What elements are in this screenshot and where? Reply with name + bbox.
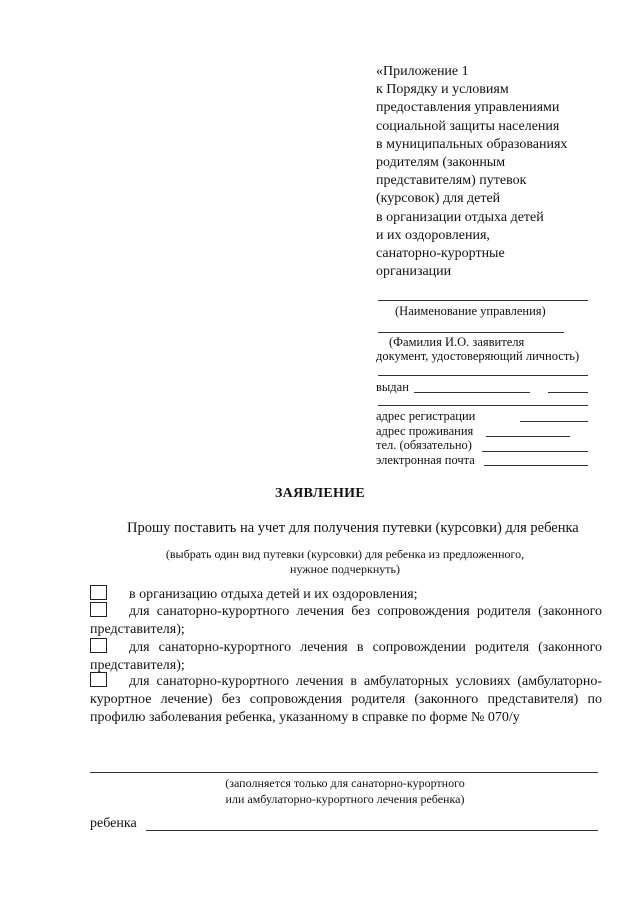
department-field[interactable] — [378, 300, 588, 301]
registration-row — [376, 409, 475, 425]
applicant-caption-name: (Фамилия И.О. заявителя — [389, 335, 525, 349]
appendix-line: организации — [376, 264, 452, 280]
appendix-line: представителям) путевок — [376, 173, 527, 189]
issued-row — [376, 380, 409, 396]
applicant-caption-document: документ, удостоверяющий личность) — [376, 349, 580, 363]
appendix-line: в муниципальных образованиях — [376, 136, 568, 152]
residence-field[interactable] — [486, 436, 570, 437]
option-sanatorium-alone — [90, 602, 602, 639]
appendix-line: родителям (законным — [376, 155, 506, 171]
appendix-line: и их оздоровления, — [376, 227, 490, 243]
issued-field-extra[interactable] — [548, 392, 588, 393]
child-label: ребенка — [90, 816, 137, 831]
option-checkbox[interactable] — [90, 638, 107, 653]
appendix-line: «Приложение 1 — [376, 64, 469, 79]
email-field[interactable] — [484, 465, 588, 466]
applicant-name-field[interactable] — [378, 332, 564, 333]
issued-field-continued[interactable] — [378, 405, 588, 406]
child-row — [90, 816, 137, 832]
choose-note-line: нужное подчеркнуть) — [290, 562, 400, 576]
fill-note-line: (заполняется только для санаторно-курортного — [225, 776, 465, 790]
option-text: для санаторно-курортного лечения в сопровождении родителя (законного представителя); — [90, 640, 602, 673]
option-outpatient — [90, 672, 602, 727]
appendix-line: санаторно-курортные — [376, 246, 505, 262]
document-field[interactable] — [378, 375, 588, 376]
appendix-line: в организации отдыха детей — [376, 209, 544, 225]
phone-row — [376, 438, 472, 454]
email-label: электронная почта — [376, 453, 475, 467]
phone-label: тел. (обязательно) — [376, 438, 472, 452]
department-caption: (Наименование управления) — [395, 304, 546, 318]
issued-label: выдан — [376, 380, 409, 394]
option-checkbox[interactable] — [90, 602, 107, 617]
email-row — [376, 453, 475, 469]
option-text: для санаторно-курортного лечения в амбулаторных условиях (амбулаторно-курортное лечение) без сопровождения родителя (законного представителя) по профилю заболевания ребенка, указанному в справке по форме № 070/у — [90, 674, 602, 725]
option-checkbox[interactable] — [90, 585, 107, 600]
residence-label: адрес проживания — [376, 424, 474, 438]
document-title: ЗАЯВЛЕНИЕ — [274, 486, 365, 501]
option-checkbox[interactable] — [90, 672, 107, 687]
fill-note-line: или амбулаторно-курортного лечения ребенка) — [225, 792, 465, 806]
choose-note — [0, 547, 640, 577]
phone-field[interactable] — [482, 451, 588, 452]
option-text: для санаторно-курортного лечения без сопровождения родителя (законного представителя); — [90, 604, 602, 637]
request-text: Прошу поставить на учет для получения путевки (курсовки) для ребенка — [127, 520, 579, 536]
registration-field[interactable] — [520, 421, 588, 422]
child-field[interactable] — [146, 830, 598, 831]
treatment-details-field[interactable] — [90, 772, 598, 773]
appendix-reference — [376, 63, 567, 281]
registration-label: адрес регистрации — [376, 409, 476, 423]
option-text: в организацию отдыха детей и их оздоровления; — [129, 587, 418, 602]
appendix-line: (курсовок) для детей — [376, 191, 501, 207]
option-sanatorium-accompanied — [90, 638, 602, 675]
appendix-line: предоставления управлениями — [376, 100, 560, 116]
issued-field[interactable] — [414, 392, 530, 393]
choose-note-line: (выбрать один вид путевки (курсовки) для ребенка из предложенного, — [165, 547, 525, 561]
appendix-line: к Порядку и условиям — [376, 82, 509, 98]
fill-note — [0, 775, 640, 807]
appendix-line: социальной защиты населения — [376, 118, 560, 134]
